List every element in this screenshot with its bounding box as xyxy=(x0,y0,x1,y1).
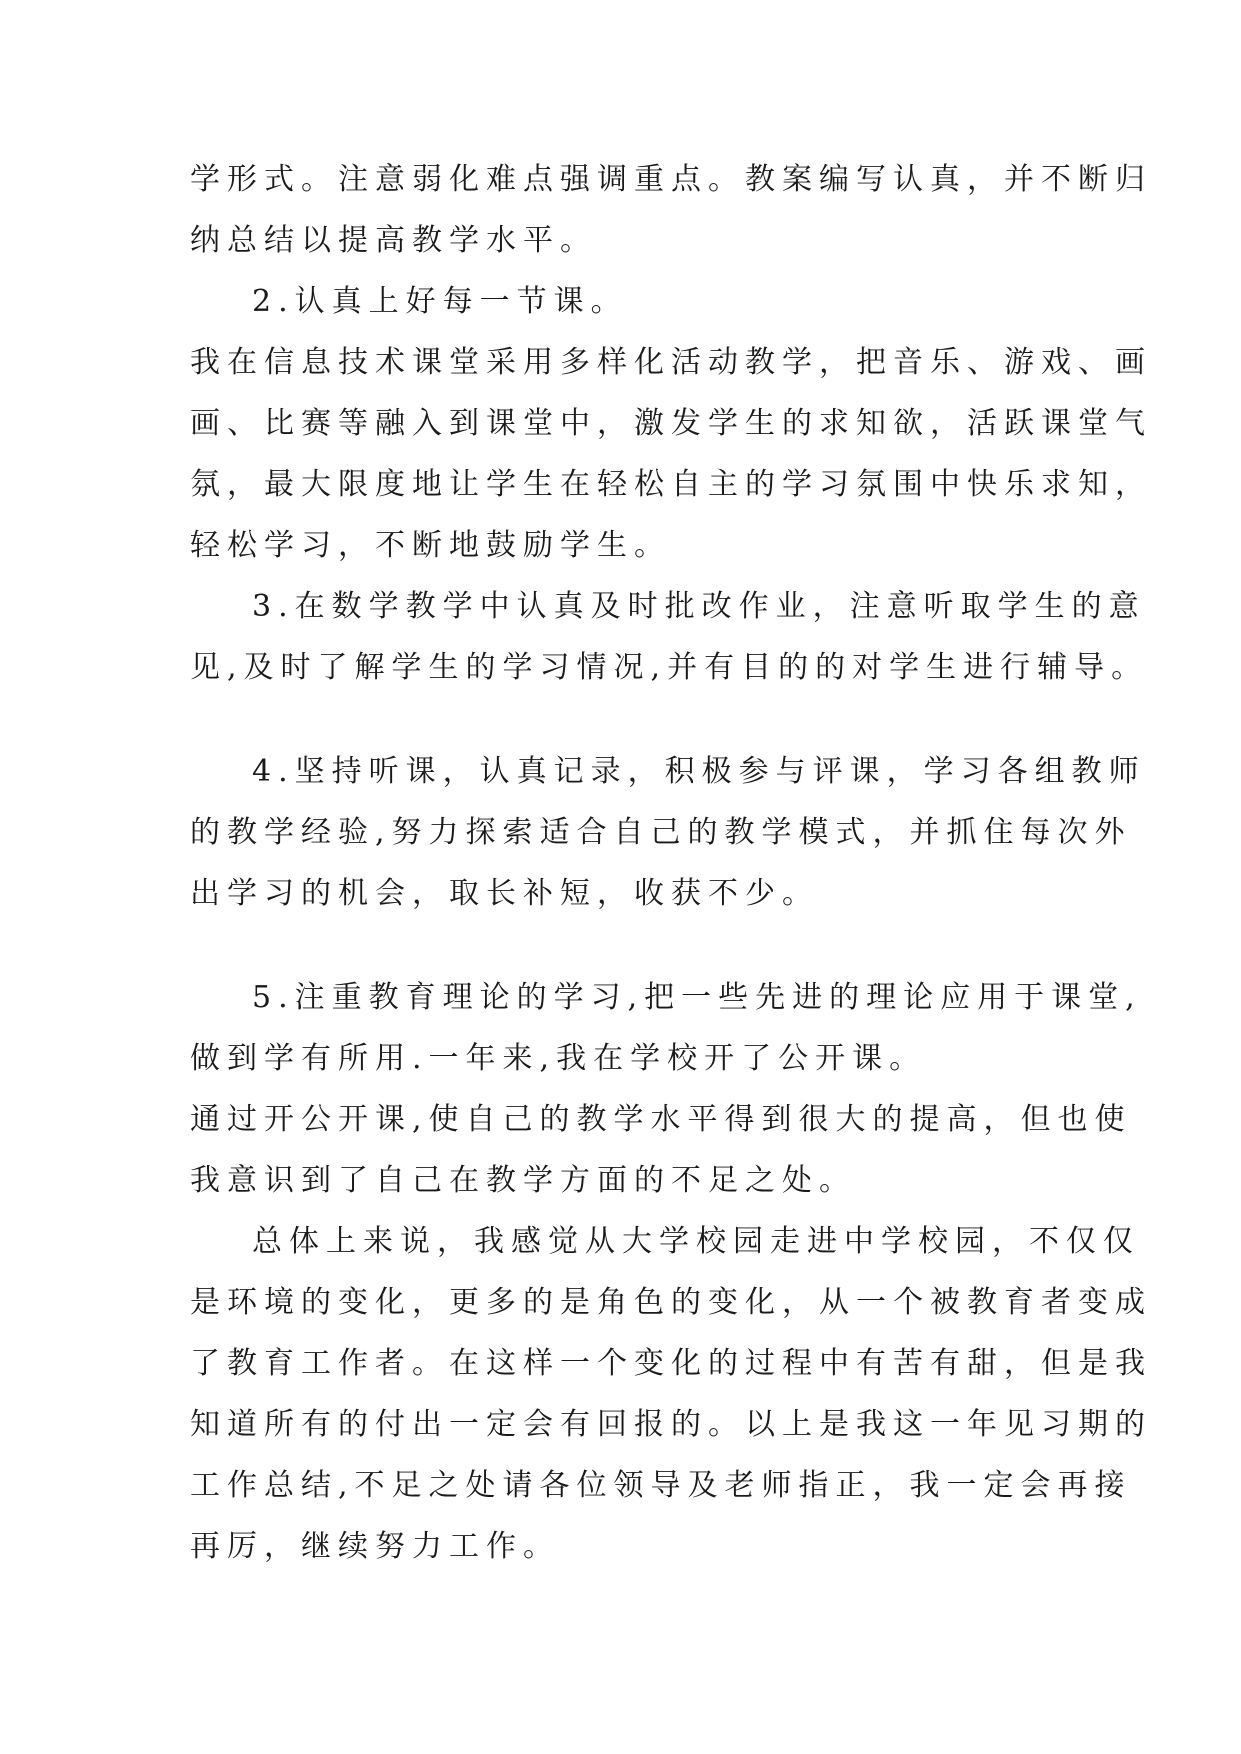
paragraph-line: 的教学经验,努力探索适合自己的教学模式，并抓住每次外 xyxy=(190,815,1132,850)
paragraph-line: 做到学有所用.一年来,我在学校开了公开课。 xyxy=(190,1041,927,1076)
paragraph-line: 再厉，继续努力工作。 xyxy=(190,1529,560,1564)
paragraph-line: 知道所有的付出一定会有回报的。以上是我这一年见习期的 xyxy=(190,1407,1152,1442)
paragraph-line: 2.认真上好每一节课。 xyxy=(252,284,628,319)
paragraph-line: 4.坚持听课，认真记录，积极参与评课，学习各组教师 xyxy=(252,754,1146,789)
paragraph-line: 氛，最大限度地让学生在轻松自主的学习氛围中快乐求知， xyxy=(190,467,1152,502)
paragraph-line: 见,及时了解学生的学习情况,并有目的的对学生进行辅导。 xyxy=(190,650,1149,685)
paragraph-line: 5.注重教育理论的学习,把一些先进的理论应用于课堂, xyxy=(252,980,1142,1015)
paragraph-line: 我在信息技术课堂采用多样化活动教学，把音乐、游戏、画 xyxy=(190,345,1152,380)
paragraph-line: 了教育工作者。在这样一个变化的过程中有苦有甜，但是我 xyxy=(190,1346,1152,1381)
paragraph-line: 学形式。注意弱化难点强调重点。教案编写认真，并不断归 xyxy=(190,162,1152,197)
paragraph-line: 我意识到了自己在教学方面的不足之处。 xyxy=(190,1163,856,1198)
paragraph-line: 通过开公开课,使自己的教学水平得到很大的提高，但也使 xyxy=(190,1102,1132,1137)
paragraph-line: 纳总结以提高教学水平。 xyxy=(190,223,597,258)
paragraph-line: 总体上来说，我感觉从大学校园走进中学校园，不仅仅 xyxy=(252,1224,1140,1259)
paragraph-line: 轻松学习，不断地鼓励学生。 xyxy=(190,528,671,563)
paragraph-line: 工作总结,不足之处请各位领导及老师指正，我一定会再接 xyxy=(190,1468,1132,1503)
paragraph-line: 出学习的机会，取长补短，收获不少。 xyxy=(190,876,819,911)
paragraph-line: 3.在数学教学中认真及时批改作业，注意听取学生的意 xyxy=(252,589,1146,624)
paragraph-line: 画、比赛等融入到课堂中，激发学生的求知欲，活跃课堂气 xyxy=(190,406,1152,441)
paragraph-line: 是环境的变化，更多的是角色的变化，从一个被教育者变成 xyxy=(190,1285,1152,1320)
